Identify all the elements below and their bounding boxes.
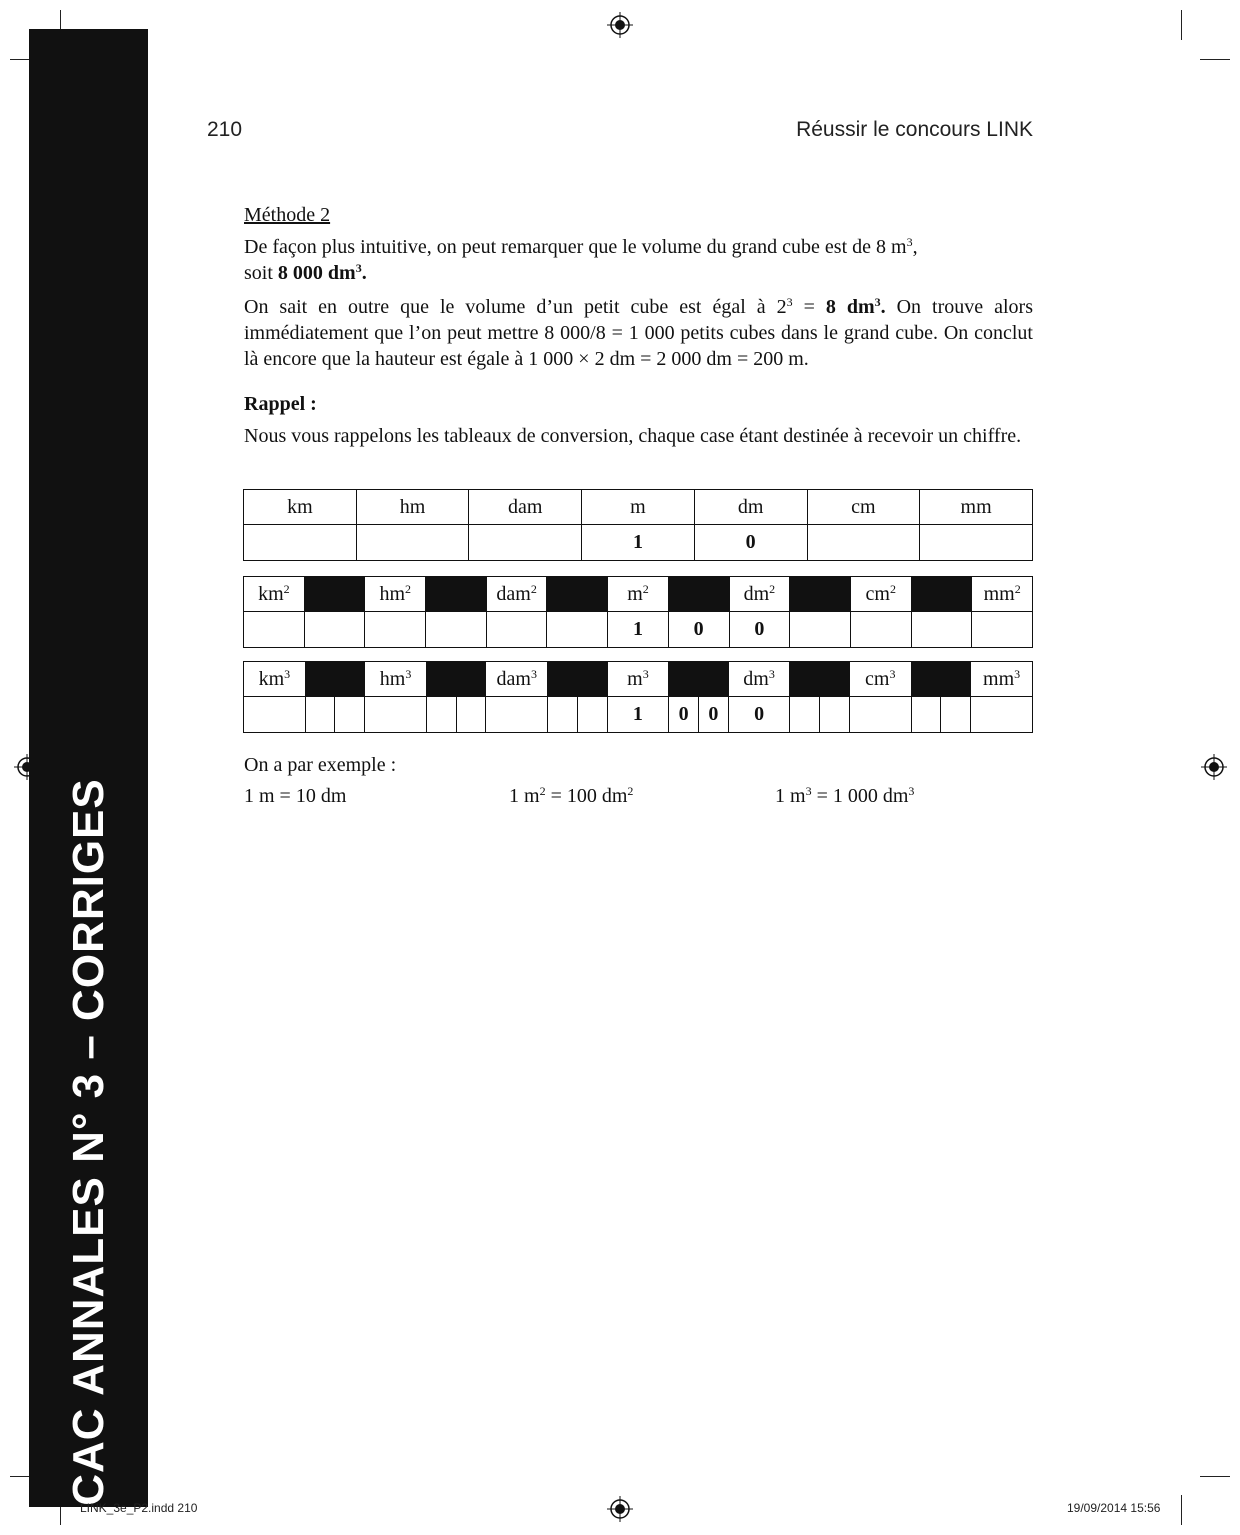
- digit-cell: [820, 697, 850, 733]
- digit-cell: [790, 697, 820, 733]
- chapter-sidebar: [29, 29, 148, 1507]
- superscript: 3: [405, 666, 412, 681]
- digit-cell: 0: [668, 612, 729, 648]
- example-volume: [775, 785, 914, 808]
- unit-header: km: [244, 490, 357, 525]
- superscript: 3: [530, 666, 537, 681]
- sidebar-title: CAC ANNALES N° 3 – CORRIGES: [63, 778, 113, 1506]
- unit-header: $km^3$: [244, 662, 306, 697]
- text: 1 m: [775, 785, 806, 807]
- superscript: 3: [906, 235, 913, 249]
- text: soit: [244, 262, 278, 284]
- registration-mark-icon: [607, 1496, 633, 1522]
- blank-header: [426, 577, 487, 612]
- superscript: 3: [874, 295, 881, 309]
- blank-header: [548, 662, 607, 697]
- blank-header: [911, 577, 972, 612]
- digit-cell: 0: [729, 612, 790, 648]
- superscript: 3: [768, 666, 775, 681]
- page-number: 210: [207, 118, 243, 141]
- digit-cell: [456, 697, 486, 733]
- blank-header: [304, 577, 365, 612]
- superscript: 3: [1014, 666, 1021, 681]
- registration-mark-icon: [1201, 754, 1227, 780]
- digit-cell: [972, 612, 1033, 648]
- footer-file: LINK_3e_P2.indd 210: [80, 1501, 198, 1515]
- method-paragraph-1: [244, 234, 1033, 286]
- superscript: 2: [627, 784, 634, 798]
- bold-result: [826, 296, 886, 318]
- blank-header: [547, 577, 608, 612]
- digit-cell: [426, 697, 456, 733]
- rappel-heading: Rappel :: [244, 393, 317, 415]
- superscript: 2: [642, 581, 649, 596]
- digit-cell: [304, 612, 365, 648]
- text: 1 m: [509, 785, 540, 807]
- crop-mark: [1181, 1495, 1182, 1525]
- superscript: 3: [805, 784, 812, 798]
- unit-header: dam: [469, 490, 582, 525]
- digit-cell: 0: [669, 697, 699, 733]
- superscript: 3: [355, 261, 362, 275]
- text: On trouve alors immédiatement que l’on peut mettre 8 000/8 = 1 000 petits cubes dans le grand cube. On conclut là encore que la hauteur est égale à 1 000 × 2 dm = 2 000 dm = 200 m.: [244, 296, 1033, 370]
- digit-cell: [356, 525, 469, 561]
- superscript: 3: [786, 295, 793, 309]
- digit-cell: 0: [694, 525, 807, 561]
- example-length: 1 m = 10 dm: [244, 785, 347, 807]
- digit-cell: [469, 525, 582, 561]
- digit-cell: 0: [699, 697, 729, 733]
- digit-cell: [365, 612, 426, 648]
- digit-cell: [486, 697, 548, 733]
- superscript: 3: [642, 666, 649, 681]
- unit-header: $hm^3$: [365, 662, 427, 697]
- text: On sait en outre que le volume d’un petit cube est égal à 2: [244, 296, 787, 318]
- examples-intro: On a par exemple :: [244, 754, 397, 776]
- footer-timestamp: 19/09/2014 15:56: [1067, 1501, 1161, 1515]
- digit-cell: [426, 612, 487, 648]
- digit-cell: [920, 525, 1033, 561]
- method-heading: [244, 202, 1033, 228]
- blank-header: [305, 662, 364, 697]
- text: ,: [912, 236, 918, 258]
- digit-cell: [850, 612, 911, 648]
- digit-cell: [244, 612, 305, 648]
- unit-header: cm: [807, 490, 920, 525]
- digit-cell: 1: [607, 697, 669, 733]
- digit-cell: 1: [582, 525, 695, 561]
- area-conversion-table: [243, 576, 1033, 648]
- blank-header: [668, 577, 729, 612]
- unit-header: dam$^3$: [486, 662, 548, 697]
- volume-conversion-table: [243, 661, 1033, 733]
- text: .: [361, 262, 367, 284]
- superscript: 2: [405, 581, 411, 596]
- digit-cell: [244, 697, 306, 733]
- blank-header: [426, 662, 485, 697]
- digit-cell: [486, 612, 547, 648]
- superscript: 2: [283, 581, 290, 596]
- crop-mark: [1181, 10, 1182, 40]
- digit-cell: [305, 697, 335, 733]
- unit-header: $m^3$: [607, 662, 669, 697]
- digit-cell: [365, 697, 427, 733]
- superscript: 3: [889, 666, 896, 681]
- superscript: 2: [539, 784, 546, 798]
- example-area: [509, 785, 633, 808]
- unit-header: dm: [694, 490, 807, 525]
- unit-header: $mm^2$: [972, 577, 1033, 612]
- superscript: 2: [1014, 581, 1021, 596]
- method-heading-text: Méthode 2: [244, 204, 331, 226]
- unit-header: hm: [356, 490, 469, 525]
- running-title: Réussir le concours LINK: [796, 118, 1033, 141]
- blank-header: [790, 577, 851, 612]
- method-paragraph-2: [244, 294, 1033, 372]
- digit-cell: [335, 697, 365, 733]
- digit-cell: [790, 612, 851, 648]
- text: =: [792, 296, 826, 318]
- rappel-text: Nous vous rappelons les tableaux de conversion, chaque case étant destinée à recevoir un chiffre.: [244, 425, 1022, 447]
- digit-cell: [548, 697, 578, 733]
- digit-cell: [911, 612, 972, 648]
- text: = 1 000 dm: [811, 785, 909, 807]
- text: .: [880, 296, 886, 318]
- unit-header: $dm^3$: [728, 662, 790, 697]
- text: 8 000 dm: [277, 262, 356, 284]
- digit-cell: [849, 697, 911, 733]
- unit-header: $cm^2$: [850, 577, 911, 612]
- text: De façon plus intuitive, on peut remarquer que le volume du grand cube est de 8 m: [244, 236, 907, 258]
- blank-header: [669, 662, 728, 697]
- unit-header: mm: [920, 490, 1033, 525]
- digit-cell: 1: [608, 612, 669, 648]
- unit-header: $mm^3$: [971, 662, 1033, 697]
- digit-cell: [971, 697, 1033, 733]
- superscript: 3: [908, 784, 915, 798]
- crop-mark: [1200, 59, 1230, 60]
- digit-cell: 0: [728, 697, 790, 733]
- digit-cell: [547, 612, 608, 648]
- digit-cell: [911, 697, 941, 733]
- superscript: 2: [889, 581, 896, 596]
- unit-header: $m^2$: [608, 577, 669, 612]
- crop-mark: [1200, 1476, 1230, 1477]
- unit-header: $dm^2$: [729, 577, 790, 612]
- unit-header: $hm^2$: [365, 577, 426, 612]
- unit-header: $km^2$: [244, 577, 305, 612]
- superscript: 2: [769, 581, 776, 596]
- unit-header: dam$^2$: [486, 577, 547, 612]
- blank-header: [790, 662, 849, 697]
- superscript: 3: [284, 666, 291, 681]
- text: 8 dm: [825, 296, 875, 318]
- digit-cell: [807, 525, 920, 561]
- digit-cell: [941, 697, 971, 733]
- digit-cell: [244, 525, 357, 561]
- unit-header: $cm^3$: [849, 662, 911, 697]
- text: = 100 dm: [545, 785, 628, 807]
- blank-header: [911, 662, 971, 697]
- registration-mark-icon: [607, 12, 633, 38]
- digit-cell: [577, 697, 607, 733]
- superscript: 2: [530, 581, 537, 596]
- length-conversion-table: [243, 489, 1033, 561]
- bold-result: [278, 262, 367, 284]
- unit-header: m: [582, 490, 695, 525]
